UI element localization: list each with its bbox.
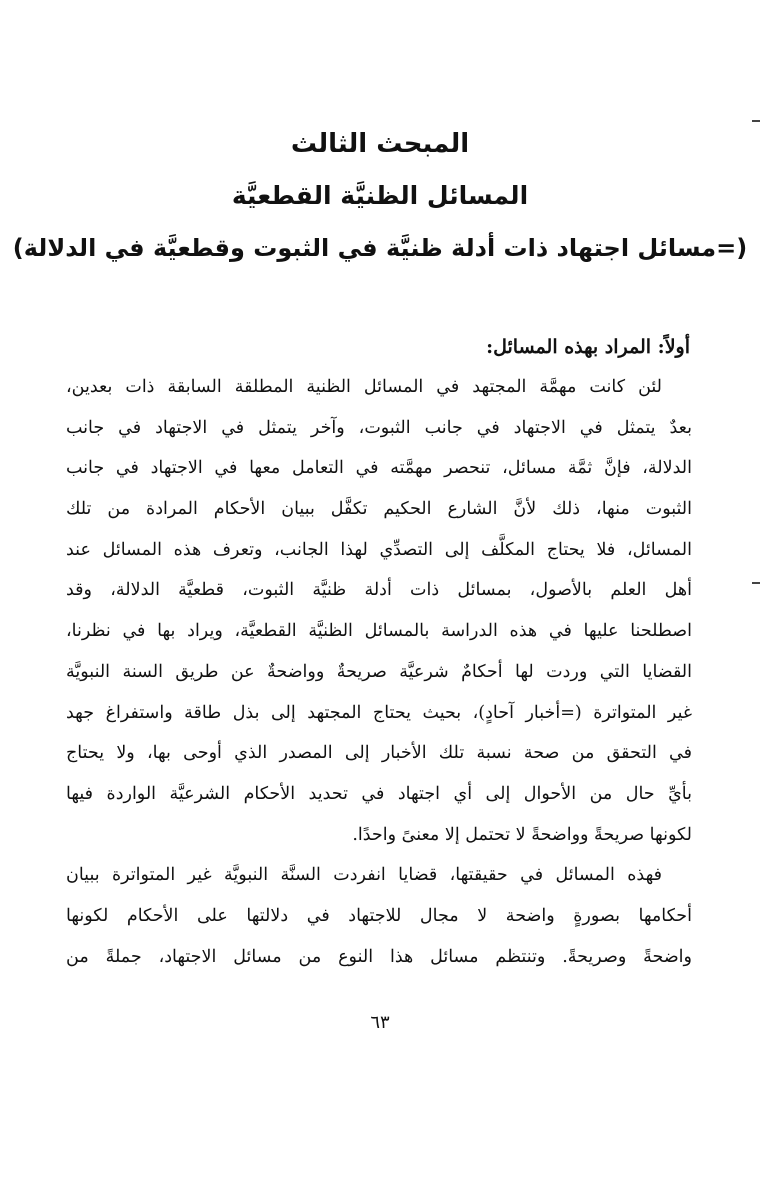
heading-line-1: المبحث الثالث [290,129,470,159]
paragraph-line: بعدٌ يتمثل في الاجتهاد في جانب الثبوت، وآخر يتمثل في الاجتهاد في جانب [66,417,692,438]
paragraph-line: واضحةً وصريحةً. وتنتظم مسائل هذا النوع من مسائل الاجتهاد، جملةً من [66,946,692,967]
paragraph-line: الثبوت منها، ذلك لأنَّ الشارع الحكيم تكفَّل ببيان الأحكام المرادة من تلك [66,499,692,520]
body-text [66,327,692,977]
paragraph-line: المسائل، فلا يحتاج المكلَّف إلى التصدِّي لهذا الجانب، وتعرف هذه المسائل عند [66,539,692,560]
paragraph-line: اصطلحنا عليها في هذه الدراسة بالمسائل الظنيَّة القطعيَّة، ويراد بها في نظرنا، [66,621,692,642]
paragraph-line: أحكامها بصورةٍ واضحة لا مجال للاجتهاد في دلالتها على الأحكام لكونها [66,905,692,926]
page-edge-mark-bottom [752,582,760,584]
heading-line-2: المسائل الظنيَّة القطعيَّة [231,181,529,210]
heading-line-3: (=مسائل اجتهاد ذات أدلة ظنيَّة في الثبوت وقطعيَّة في الدلالة) [12,234,748,262]
page-number: ٦٣ [370,1012,390,1033]
paragraph-line: في التحقق من صحة نسبة تلك الأخبار إلى المصدر الذي أوحى بها، ولا يحتاج [66,743,692,764]
paragraph-line: أهل العلم بالأصول، بمسائل ذات أدلة ظنيَّة الثبوت، قطعيَّة الدلالة، وقد [66,580,692,601]
paragraph-line: الدلالة، فإنَّ ثمَّة مسائل، تنحصر مهمَّته في التعامل معها في الاجتهاد في جانب [66,458,692,479]
paragraph-line: فهذه المسائل في حقيقتها، قضايا انفردت السنَّة النبويَّة غير المتواترة ببيان [66,865,662,886]
paragraph-2 [66,855,692,977]
section-title: أولاً: المراد بهذه المسائل: [486,336,690,358]
paragraph-line: غير المتواترة (=أخبار آحادٍ)، بحيث يحتاج المجتهد إلى بذل طاقة واستفراغ جهد [66,702,692,723]
paragraph-1 [66,367,692,855]
paragraph-line: لكونها صريحةً وواضحةً لا تحتمل إلا معنىً واحدًا. [352,824,692,845]
chapter-heading [0,118,760,274]
paragraph-line: لئن كانت مهمَّة المجتهد في المسائل الظنية المطلقة السابقة ذات بعدين، [66,377,662,397]
paragraph-line: القضايا التي وردت لها أحكامٌ شرعيَّة صريحةٌ وواضحةٌ عن طريق السنة النبويَّة [66,661,692,682]
paragraph-line: بأيِّ حال من الأحوال إلى أي اجتهاد في تحديد الأحكام الشرعيَّة الواردة فيها [66,783,692,804]
